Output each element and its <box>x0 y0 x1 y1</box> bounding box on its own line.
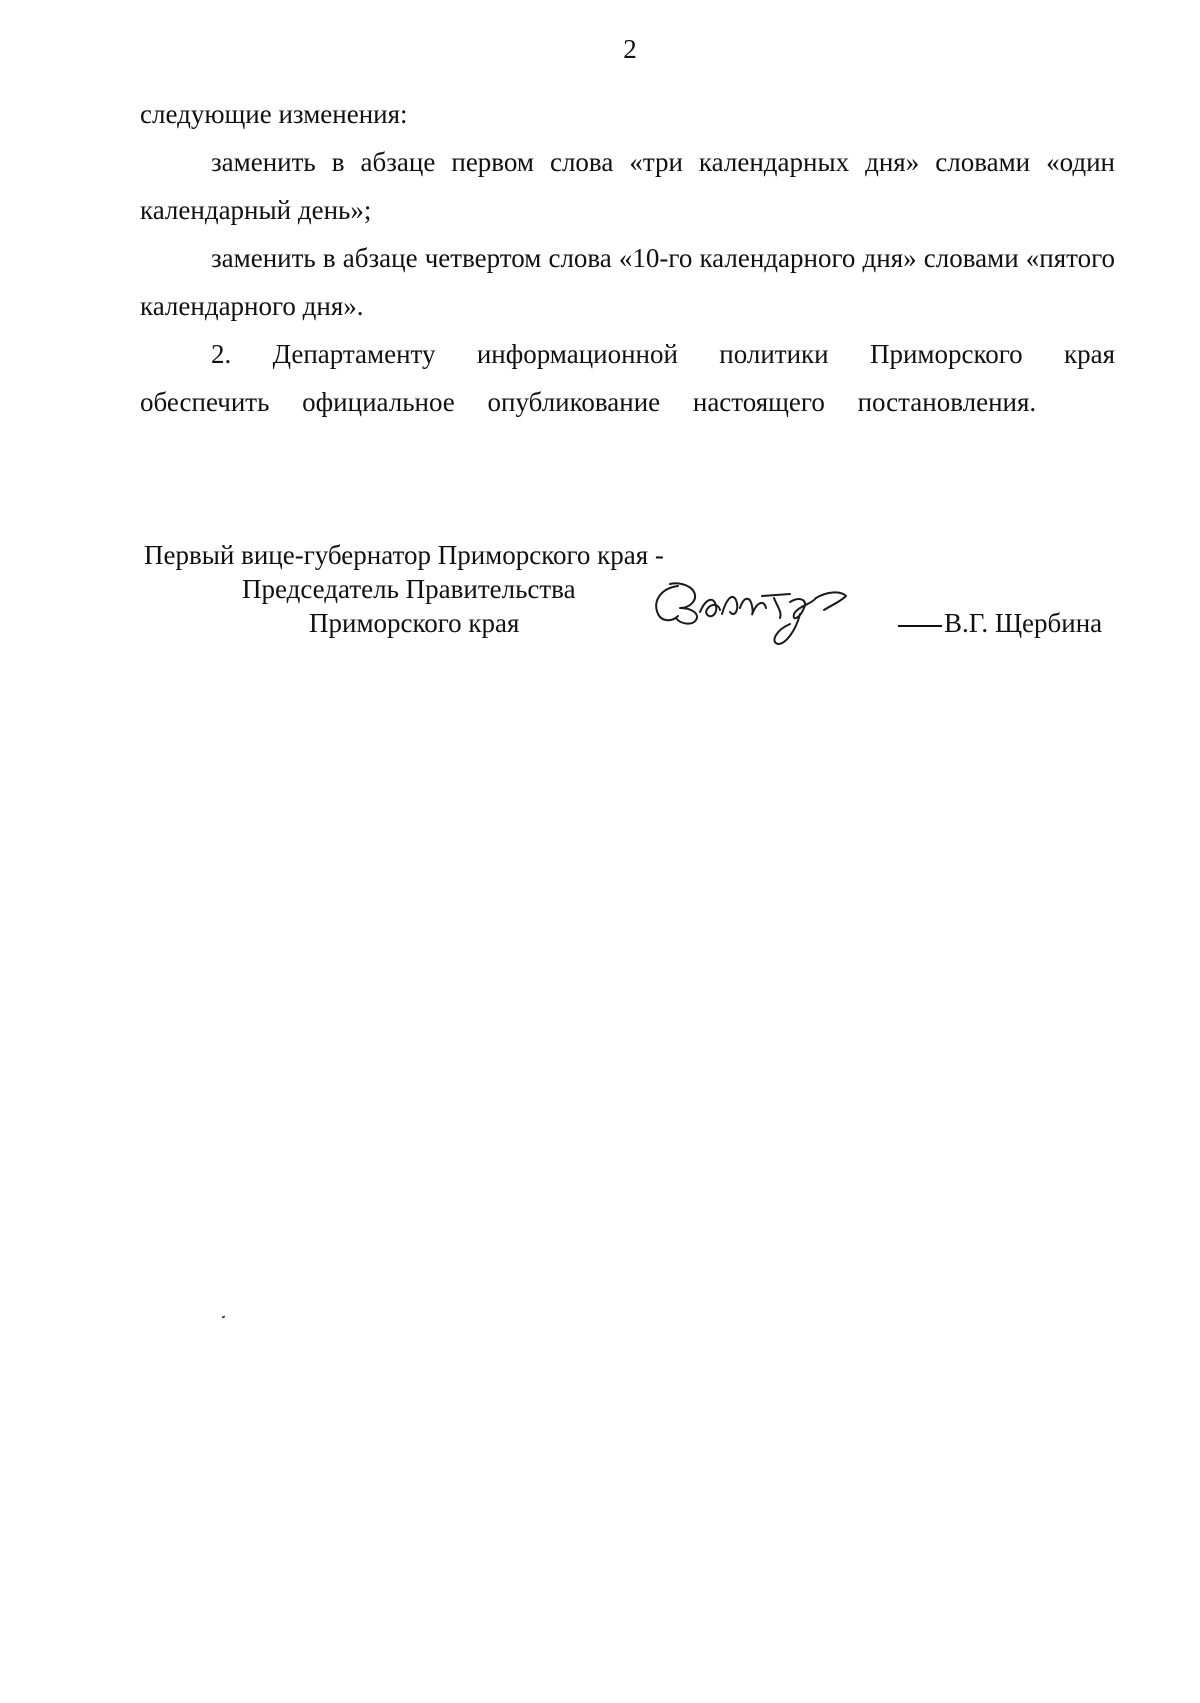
position-line-3: Приморского края <box>309 608 520 638</box>
position-line-2: Председатель Правительства <box>242 574 576 604</box>
document-body <box>140 90 1115 426</box>
scan-speck <box>222 1315 226 1318</box>
paragraph-intro: следующие изменения: <box>140 99 408 129</box>
paragraph-amendment-2: заменить в абзаце четвертом слова «10-го календарного дня» словами «пятого календарного дня». <box>140 243 1115 321</box>
signer-name-text: В.Г. Щербина <box>944 608 1103 638</box>
signature-dash <box>898 625 942 627</box>
signer-name <box>898 608 1102 639</box>
handwritten-signature <box>650 578 900 678</box>
paragraph-amendment-1: заменить в абзаце первом слова «три календарных дня» словами «один календарный день»; <box>140 147 1115 225</box>
page-number: 2 <box>623 34 637 64</box>
position-line-1: Первый вице-губернатор Приморского края - <box>144 540 664 570</box>
signatory-position <box>128 538 728 640</box>
paragraph-item-2: 2. Департаменту информационной политики Приморского края обеспечить официальное опубликование настоящего постановления. <box>140 339 1115 417</box>
